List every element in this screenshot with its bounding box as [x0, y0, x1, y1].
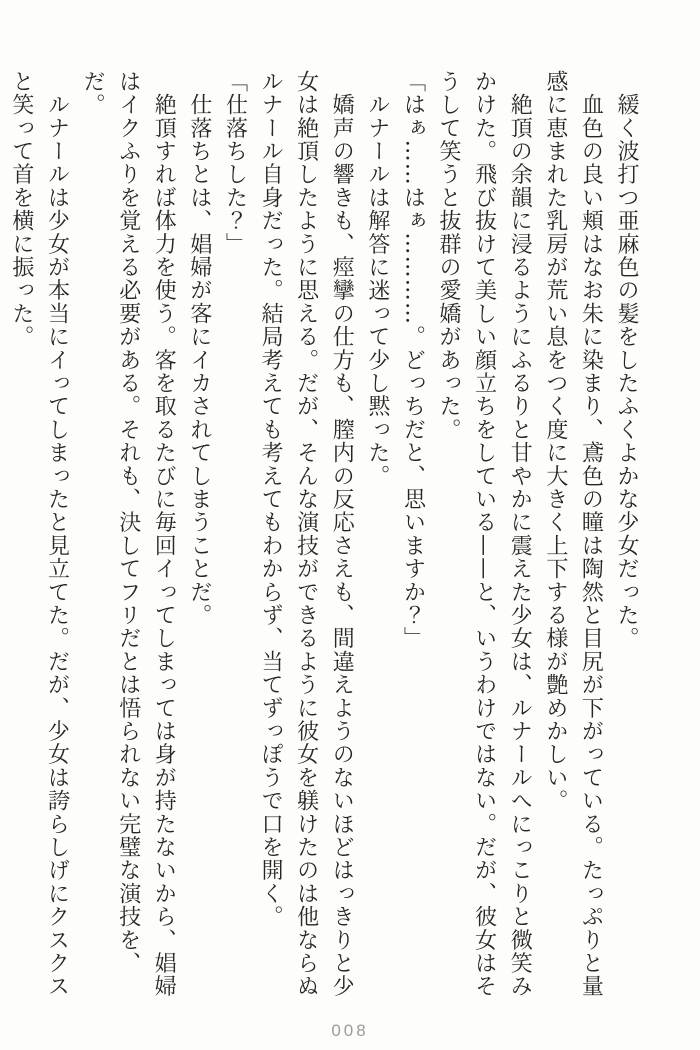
dialogue-line: 「仕落ちした？」	[222, 70, 248, 256]
paragraph: ルナールは解答に迷って少し黙った。	[364, 70, 390, 488]
paragraph: 仕落ちとは、娼婦が客にイカされてしまうことだ。	[186, 70, 212, 627]
paragraph: 血色の良い頬はなお朱に染まり、鳶色の瞳は陶然と目尻が下がっている。たっぷりと量感に恵まれた乳房が荒い息をつく度に大きく上下する様が艶めかしい。	[542, 70, 604, 998]
paragraph: 絶頂すれば体力を使う。客を取るたびに毎回イってしまっては身が持たないから、娼婦はイクふりを覚える必要がある。それも、決してフリだとは悟られない完璧な演技を、だ。	[80, 70, 177, 998]
body-text	[3, 70, 644, 1004]
paragraph: 緩く波打つ亜麻色の髪をしたふくよかな少女だった。	[614, 70, 639, 650]
paragraph: 絶頂の余韻に浸るようにふるりと甘やかに震えた少女は、ルナールへにっこりと微笑みかけた。飛び抜けて美しい顔立ちをしている——と、いうわけではない。だが、彼女はそうして笑うと抜群の愛嬌があった。	[436, 70, 533, 998]
paragraph: 嬌声の響きも、痙攣の仕方も、膣内の反応さえも、間違えようのないほどはっきりと少女は絶頂したように思える。だが、そんな演技ができるように彼女を躾けたのは他ならぬルナール自身だった。結局考えても考えてもわからず、当てずっぽうで口を開く。	[258, 70, 355, 998]
paragraph: ルナールは少女が本当にイってしまったと見立てた。だが、少女は誇らしげにクスクスと笑って首を横に振った。	[8, 70, 70, 998]
page-number: 008	[331, 1021, 369, 1040]
dialogue-line: 「はぁ……はぁ…………。どっちだと、思いますか？」	[400, 70, 426, 650]
